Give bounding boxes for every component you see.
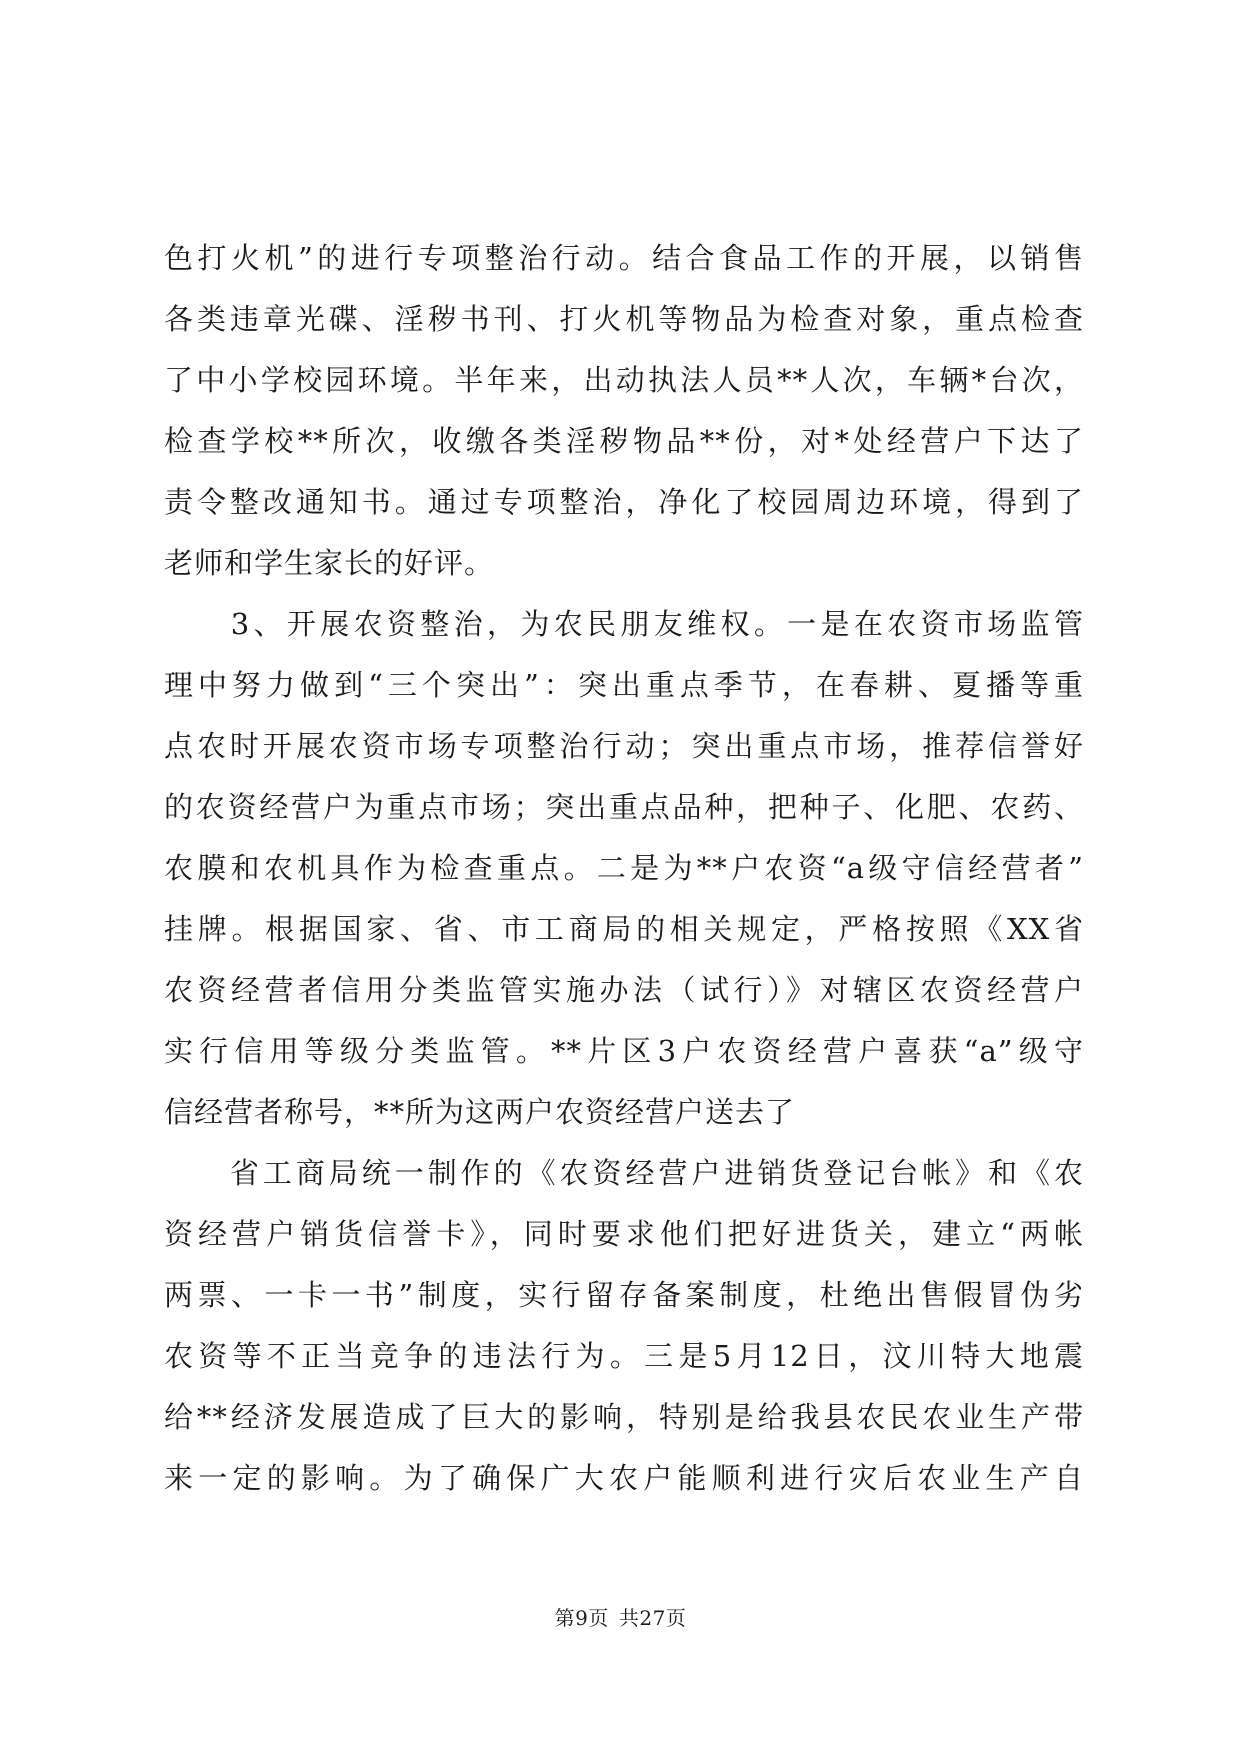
text-line: 实行信用等级分类监管。**片区3户农资经营户喜获“a”级守 (164, 1034, 1084, 1068)
text-line: 信经营者称号，**所为这两户农资经营户送去了 (164, 1095, 796, 1129)
text-line: 农膜和农机具作为检查重点。二是为**户农资“a级守信经营者” (164, 851, 1084, 885)
page-total: 共27页 (618, 1606, 687, 1630)
text-line: 挂牌。根据国家、省、市工商局的相关规定，严格按照《XX省 (164, 912, 1084, 946)
body-text (164, 228, 1084, 1509)
text-line: 来一定的影响。为了确保广大农户能顺利进行灾后农业生产自 (164, 1461, 1084, 1495)
text-line: 老师和学生家长的好评。 (164, 546, 495, 580)
text-line: 色打火机”的进行专项整治行动。结合食品工作的开展，以销售 (164, 241, 1084, 275)
text-line: 了中小学校园环境。半年来，出动执法人员**人次，车辆*台次， (164, 363, 1084, 397)
text-line: 省工商局统一制作的《农资经营户进销货登记台帐》和《农 (164, 1156, 1084, 1190)
page-number: 第9页 (554, 1606, 609, 1630)
page-footer (0, 1602, 1241, 1631)
text-line: 3、开展农资整治，为农民朋友维权。一是在农资市场监管 (164, 607, 1084, 641)
text-line: 农资经营者信用分类监管实施办法（试行）》对辖区农资经营户 (164, 973, 1084, 1007)
text-line: 理中努力做到“三个突出”：突出重点季节，在春耕、夏播等重 (164, 668, 1084, 702)
text-line: 各类违章光碟、淫秽书刊、打火机等物品为检查对象，重点检查 (164, 302, 1084, 336)
text-line: 责令整改通知书。通过专项整治，净化了校园周边环境，得到了 (164, 485, 1084, 519)
text-line: 给**经济发展造成了巨大的影响，特别是给我县农民农业生产带 (164, 1400, 1084, 1434)
text-line: 农资等不正当竞争的违法行为。三是5月12日，汶川特大地震 (164, 1339, 1084, 1373)
text-line: 点农时开展农资市场专项整治行动；突出重点市场，推荐信誉好 (164, 729, 1084, 763)
text-line: 两票、一卡一书”制度，实行留存备案制度，杜绝出售假冒伪劣 (164, 1278, 1084, 1312)
text-line: 资经营户销货信誉卡》，同时要求他们把好进货关，建立“两帐 (164, 1217, 1084, 1251)
text-line: 检查学校**所次，收缴各类淫秽物品**份，对*处经营户下达了 (164, 424, 1084, 458)
text-line: 的农资经营户为重点市场；突出重点品种，把种子、化肥、农药、 (164, 790, 1084, 824)
